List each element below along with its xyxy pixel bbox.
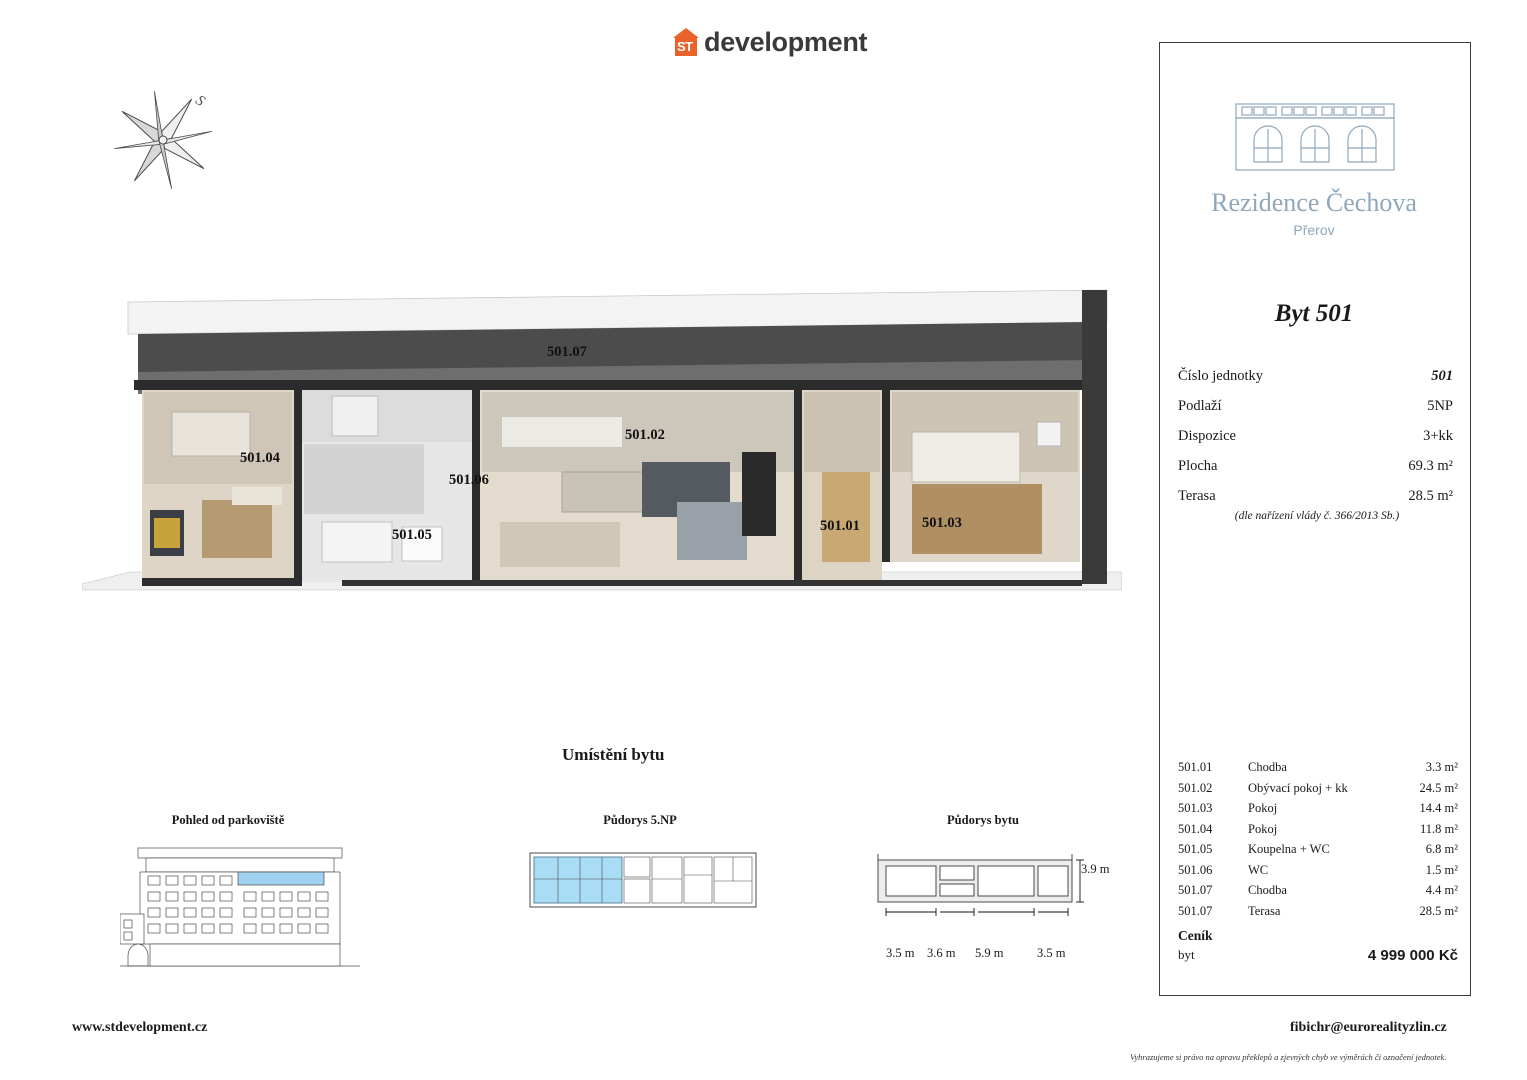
room-area: 4.4 m² xyxy=(1425,883,1458,897)
room-name: Pokoj xyxy=(1248,801,1278,815)
room-name: Chodba xyxy=(1248,760,1287,774)
price-block xyxy=(1178,928,1458,964)
regulation-note: (dle nařízení vlády č. 366/2013 Sb.) xyxy=(1234,510,1400,522)
spec-label: Číslo jednotky xyxy=(1178,368,1263,384)
room-area: 14.4 m² xyxy=(1419,801,1458,815)
room-area: 28.5 m² xyxy=(1419,903,1458,918)
logo-wordmark: development xyxy=(704,26,868,57)
spec-label: Dispozice xyxy=(1178,428,1236,444)
room-area: 6.8 m² xyxy=(1425,842,1458,856)
room-label-50103: 501.03 xyxy=(922,515,962,531)
dimension-w1: 3.5 m xyxy=(886,946,915,960)
room-code: 501.04 xyxy=(1178,821,1213,836)
room-schedule-table xyxy=(1178,760,1458,924)
building-logo-icon xyxy=(1232,100,1398,175)
table-row xyxy=(1178,842,1458,857)
room-name: Koupelna + WC xyxy=(1248,842,1330,856)
room-code: 501.03 xyxy=(1178,801,1213,815)
unit-plan-drawing xyxy=(872,848,1087,918)
room-name: Chodba xyxy=(1248,883,1287,897)
unit-title: Byt 501 xyxy=(1274,300,1354,327)
room-area: 11.8 m² xyxy=(1419,821,1458,836)
room-code: 501.02 xyxy=(1178,780,1213,795)
room-label-50104: 501.04 xyxy=(240,450,280,466)
room-name: Obývací pokoj + kk xyxy=(1248,780,1348,795)
room-area: 1.5 m² xyxy=(1425,862,1458,877)
spec-row-floor xyxy=(1178,398,1453,415)
location-section-title: Umístění bytu xyxy=(562,745,665,764)
dimension-w2: 3.6 m xyxy=(927,946,956,960)
table-row xyxy=(1178,863,1458,878)
apartment-3d-render xyxy=(82,272,1122,602)
price-row xyxy=(1178,947,1458,964)
table-row xyxy=(1178,781,1458,796)
room-label-50105: 501.05 xyxy=(392,527,432,543)
residence-name: Rezidence Čechova xyxy=(1211,188,1417,217)
spec-value: 501 xyxy=(1431,368,1453,384)
spec-value: 5NP xyxy=(1427,398,1453,414)
room-label-50101: 501.01 xyxy=(820,518,860,534)
room-name: Pokoj xyxy=(1248,821,1278,836)
room-code: 501.06 xyxy=(1178,862,1213,877)
floor-plan-5np-drawing xyxy=(528,845,758,915)
footer-disclaimer: Vyhrazujeme si právo na opravu překlepů a zjevných chyb ve výměrách či označení jednotek. xyxy=(1130,1052,1447,1062)
spec-row-unit-number xyxy=(1178,368,1453,385)
caption-facade: Pohled od parkoviště xyxy=(171,813,285,827)
spec-row-terrace xyxy=(1178,488,1453,505)
spec-row-area xyxy=(1178,458,1453,475)
price-item-label: byt xyxy=(1178,947,1195,962)
table-row xyxy=(1178,883,1458,898)
spec-label: Terasa xyxy=(1178,488,1216,504)
room-code: 501.05 xyxy=(1178,842,1213,856)
logo-st-text: ST xyxy=(677,39,693,54)
house-icon xyxy=(673,28,699,56)
room-label-50106: 501.06 xyxy=(449,472,489,488)
caption-floorplan: Půdorys 5.NP xyxy=(603,813,677,827)
footer-email[interactable]: fibichr@eurorealityzlin.cz xyxy=(1290,1020,1447,1035)
room-code: 501.01 xyxy=(1178,760,1213,774)
price-value: 4 999 000 Kč xyxy=(1367,947,1458,964)
compass-rose-icon xyxy=(108,85,228,205)
compass-north-label: S xyxy=(192,92,208,110)
facade-elevation-drawing xyxy=(120,838,360,968)
caption-unitplan: Půdorys bytu xyxy=(947,813,1019,827)
table-row xyxy=(1178,822,1458,837)
room-area: 3.3 m² xyxy=(1425,760,1458,774)
table-row xyxy=(1178,904,1458,919)
spec-value: 28.5 m² xyxy=(1408,488,1453,504)
spec-value: 69.3 m² xyxy=(1408,458,1453,474)
spec-label: Plocha xyxy=(1178,458,1218,474)
footer-website[interactable]: www.stdevelopment.cz xyxy=(72,1020,208,1035)
price-title: Ceník xyxy=(1178,928,1213,943)
room-label-50102: 501.02 xyxy=(625,427,665,443)
room-name: WC xyxy=(1248,862,1269,877)
spec-value: 3+kk xyxy=(1423,428,1453,444)
table-row xyxy=(1178,801,1458,816)
unit-spec-list xyxy=(1178,368,1453,518)
residence-city: Přerov xyxy=(1293,222,1335,238)
brand-logo xyxy=(673,22,873,62)
spec-row-layout xyxy=(1178,428,1453,445)
table-row xyxy=(1178,760,1458,775)
room-name: Terasa xyxy=(1248,903,1281,918)
room-code: 501.07 xyxy=(1178,883,1213,897)
dimension-w4: 3.5 m xyxy=(1037,946,1066,960)
dimension-height: 3.9 m xyxy=(1081,862,1110,876)
room-code: 501.07 xyxy=(1178,903,1213,918)
room-area: 24.5 m² xyxy=(1419,780,1458,795)
spec-label: Podlaží xyxy=(1178,398,1222,414)
dimension-w3: 5.9 m xyxy=(975,946,1004,960)
room-label-50107-top: 501.07 xyxy=(547,344,587,360)
